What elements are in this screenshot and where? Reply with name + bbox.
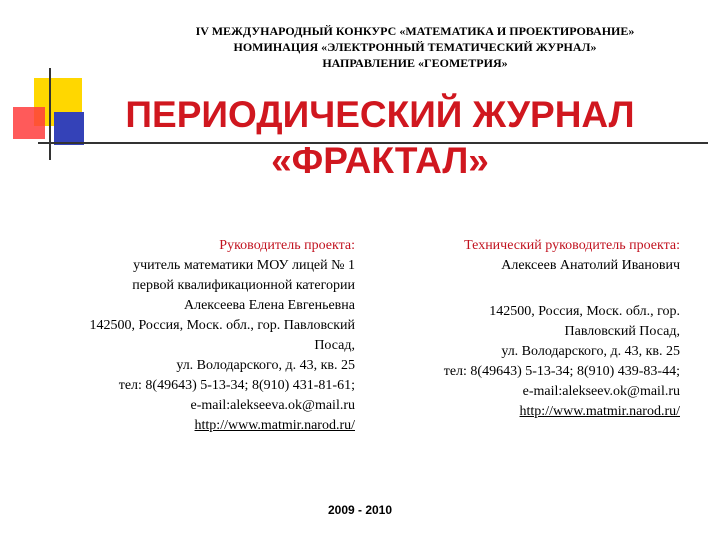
tech-phone: тел: 8(49643) 5-13-34; 8(910) 439-83-44;	[443, 364, 680, 379]
leader-name: Алексеева Елена Евгеньевна	[183, 298, 355, 313]
leader-heading: Руководитель проекта:	[219, 238, 355, 253]
leader-address-3: ул. Володарского, д. 43, кв. 25	[176, 358, 355, 373]
leader-category: первой квалификационной категории	[132, 278, 355, 293]
contest-header	[130, 23, 700, 71]
decor-vertical-line	[49, 68, 51, 160]
leader-website-link[interactable]: http://www.matmir.narod.ru/	[194, 418, 355, 433]
header-line-direction: НАПРАВЛЕНИЕ «ГЕОМЕТРИЯ»	[322, 56, 508, 70]
decor-red-square	[13, 107, 45, 139]
leader-position: учитель математики МОУ лицей № 1	[133, 258, 355, 273]
tech-address-1: 142500, Россия, Моск. обл., гор.	[489, 304, 680, 319]
project-leader-block	[10, 236, 355, 436]
leader-email: e-mail:alekseeva.ok@mail.ru	[190, 398, 355, 413]
header-line-nomination: НОМИНАЦИЯ «ЭЛЕКТРОННЫЙ ТЕМАТИЧЕСКИЙ ЖУРНАЛ»	[233, 40, 597, 54]
tech-email: e-mail:alekseev.ok@mail.ru	[522, 384, 680, 399]
header-line-contest: IV МЕЖДУНАРОДНЫЙ КОНКУРС «МАТЕМАТИКА И ПРОЕКТИРОВАНИЕ»	[195, 24, 635, 38]
tech-heading: Технический руководитель проекта:	[464, 238, 680, 253]
tech-name: Алексеев Анатолий Иванович	[501, 258, 680, 273]
tech-address-3: ул. Володарского, д. 43, кв. 25	[501, 344, 680, 359]
page-title	[110, 92, 650, 184]
leader-address-1: 142500, Россия, Моск. обл., гор. Павловский	[89, 318, 355, 333]
years-label: 2009 - 2010	[327, 503, 393, 517]
decor-blue-square	[54, 112, 84, 145]
tech-website-link[interactable]: http://www.matmir.narod.ru/	[519, 404, 680, 419]
technical-leader-block	[380, 236, 680, 422]
title-line-1: ПЕРИОДИЧЕСКИЙ ЖУРНАЛ	[125, 94, 635, 135]
leader-address-2: Посад,	[314, 338, 355, 353]
title-line-2: «ФРАКТАЛ»	[271, 140, 489, 181]
tech-address-2: Павловский Посад,	[564, 324, 680, 339]
leader-phone: тел: 8(49643) 5-13-34; 8(910) 431-81-61;	[118, 378, 355, 393]
